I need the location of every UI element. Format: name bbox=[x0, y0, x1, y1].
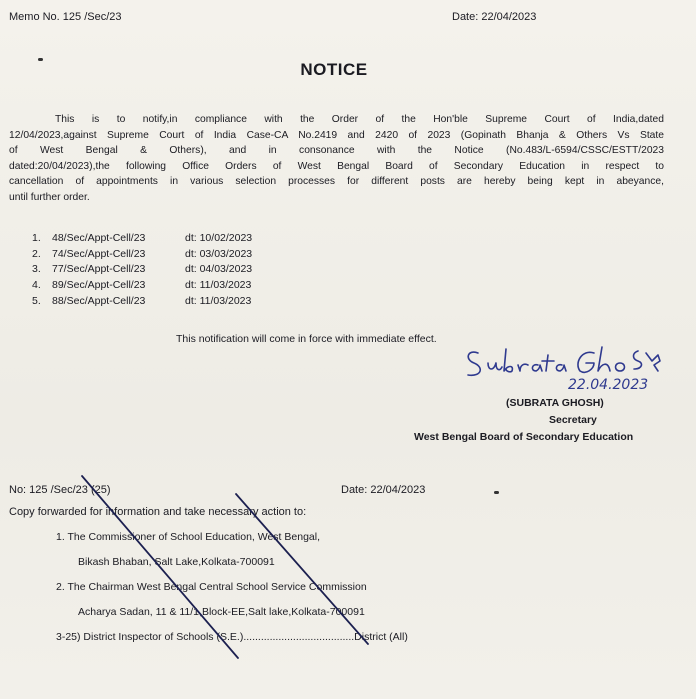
order-number: 2. bbox=[32, 247, 41, 260]
order-reference: 89/Sec/Appt-Cell/23 bbox=[52, 279, 146, 292]
order-date: dt: 10/02/2023 bbox=[185, 232, 253, 244]
order-reference: 88/Sec/Appt-Cell/23 bbox=[52, 294, 146, 307]
order-number: 3. bbox=[32, 263, 41, 276]
order-reference: 77/Sec/Appt-Cell/23 bbox=[52, 263, 146, 276]
order-date: dt: 11/03/2023 bbox=[185, 279, 252, 292]
recipient-2-line-2: Acharya Sadan, 11 & 11/1,Block-EE,Salt lake,Kolkata-700091 bbox=[78, 606, 365, 618]
copy-memo-number: No: 125 /Sec/23 (25) bbox=[9, 484, 111, 496]
notice-date: Date: 22/04/2023 bbox=[452, 11, 537, 23]
body-line: until further order. bbox=[9, 191, 90, 203]
body-line: dated:20/04/2023),the following Office Orders of West Bengal Board of Secondary Education in respect to bbox=[9, 160, 664, 172]
recipient-3-25: 3-25) District Inspector of Schools (S.E.)......................................District (All) bbox=[56, 631, 408, 643]
signatory-organization: West Bengal Board of Secondary Education bbox=[414, 431, 634, 443]
effect-statement: This notification will come in force with immediate effect. bbox=[176, 333, 437, 345]
order-number: 1. bbox=[32, 232, 41, 244]
body-line: of West Bengal & Others), and in consonance with the Notice (No.483/L-6594/CSSC/ESTT/2023 bbox=[9, 145, 664, 157]
order-number: 5. bbox=[32, 294, 41, 307]
body-line: 12/04/2023,against Supreme Court of India Case-CA No.2419 and 2420 of 2023 (Gopinath Bhanja & Others Vs State bbox=[9, 129, 664, 141]
copy-forward-intro: Copy forwarded for information and take necessary action to: bbox=[9, 506, 307, 518]
order-date: dt: 11/03/2023 bbox=[185, 294, 252, 307]
signatory-designation: Secretary bbox=[549, 414, 597, 426]
strike-line bbox=[236, 494, 368, 644]
copy-date: Date: 22/04/2023 bbox=[341, 484, 426, 496]
memo-number: Memo No. 125 /Sec/23 bbox=[9, 11, 122, 23]
order-reference: 74/Sec/Appt-Cell/23 bbox=[52, 247, 146, 260]
order-date: dt: 04/03/2023 bbox=[185, 263, 253, 276]
page-title: NOTICE bbox=[300, 60, 368, 79]
order-date: dt: 03/03/2023 bbox=[185, 247, 253, 260]
recipient-2-line-1: 2. The Chairman West Bengal Central School Service Commission bbox=[56, 581, 367, 593]
body-line: cancellation of appointments in various selection processes for different posts are hereby being kept in abeyance, bbox=[9, 176, 664, 188]
strike-line bbox=[82, 476, 238, 658]
recipient-1-line-1: 1. The Commissioner of School Education, West Bengal, bbox=[56, 531, 320, 543]
signatory-name: (SUBRATA GHOSH) bbox=[506, 397, 604, 409]
handwritten-date: 22.04.2023 bbox=[568, 377, 649, 393]
recipient-1-line-2: Bikash Bhaban, Salt Lake,Kolkata-700091 bbox=[78, 556, 275, 568]
body-line: This is to notify,in compliance with the Order of the Hon'ble Supreme Court of India,dated bbox=[55, 114, 664, 125]
order-number: 4. bbox=[32, 279, 41, 292]
order-reference: 48/Sec/Appt-Cell/23 bbox=[52, 232, 146, 244]
